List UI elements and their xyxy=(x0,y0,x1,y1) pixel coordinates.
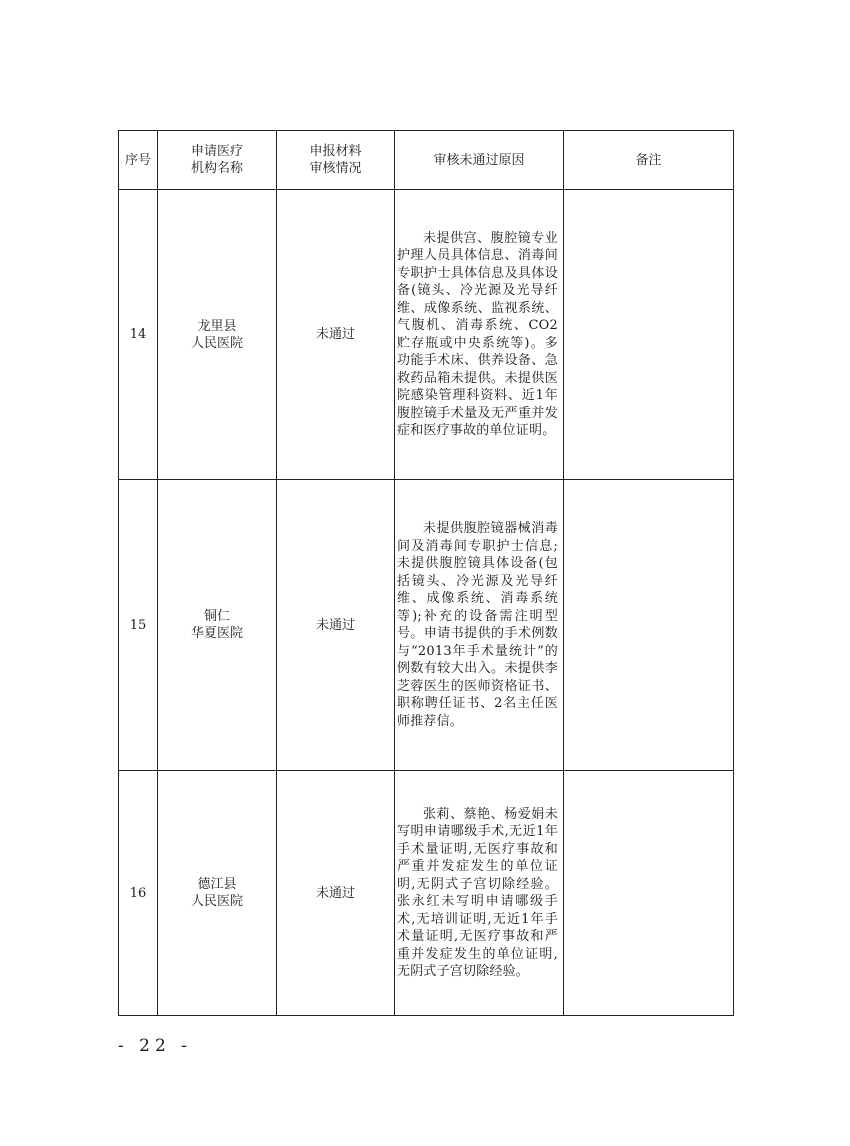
row-reason: 未提供宫、腹腔镜专业护理人员具体信息、消毒间专职护士具体信息及具体设备(镜头、冷光源及光导纤维、成像系统、监视系统、气腹机、消毒系统、CO2贮存瓶或中央系统等)。多功能手术床、供养设备、急救药品箱未提供。未提供医院感染管理科资料、近1年腹腔镜手术量及无严重并发症和医疗事故的单位证明。 xyxy=(395,190,564,480)
row-institution: 铜仁 华夏医院 xyxy=(158,480,277,771)
header-review-status: 申报材料 审核情况 xyxy=(277,131,395,190)
row-remarks xyxy=(564,190,734,480)
row-index: 15 xyxy=(119,480,158,771)
row-remarks xyxy=(564,771,734,1016)
table-row xyxy=(119,190,734,480)
row-index: 16 xyxy=(119,771,158,1016)
table-header-row xyxy=(119,131,734,190)
header-reason: 审核未通过原因 xyxy=(395,131,564,190)
row-status: 未通过 xyxy=(277,190,395,480)
row-reason: 未提供腹腔镜器械消毒间及消毒间专职护士信息;未提供腹腔镜具体设备(包括镜头、冷光源及光导纤维、成像系统、消毒系统等);补充的设备需注明型号。申请书提供的手术例数与“2013年手术量统计”的例数有较大出入。未提供李芝蓉医生的医师资格证书、职称聘任证书、2名主任医师推荐信。 xyxy=(395,480,564,771)
row-index: 14 xyxy=(119,190,158,480)
page-number: - 22 - xyxy=(118,1036,192,1056)
review-table xyxy=(118,130,734,1016)
header-index: 序号 xyxy=(119,131,158,190)
row-remarks xyxy=(564,480,734,771)
table-row xyxy=(119,771,734,1016)
row-institution: 德江县 人民医院 xyxy=(158,771,277,1016)
table-row xyxy=(119,480,734,771)
header-remarks: 备注 xyxy=(564,131,734,190)
header-institution: 申请医疗 机构名称 xyxy=(158,131,277,190)
row-institution: 龙里县 人民医院 xyxy=(158,190,277,480)
row-reason: 张莉、蔡艳、杨爱娟未写明申请哪级手术,无近1年手术量证明,无医疗事故和严重并发症发生的单位证明,无阴式子宫切除经验。张永红未写明申请哪级手术,无培训证明,无近1年手术量证明,无医疗事故和严重并发症发生的单位证明,无阴式子宫切除经验。 xyxy=(395,771,564,1016)
row-status: 未通过 xyxy=(277,771,395,1016)
row-status: 未通过 xyxy=(277,480,395,771)
